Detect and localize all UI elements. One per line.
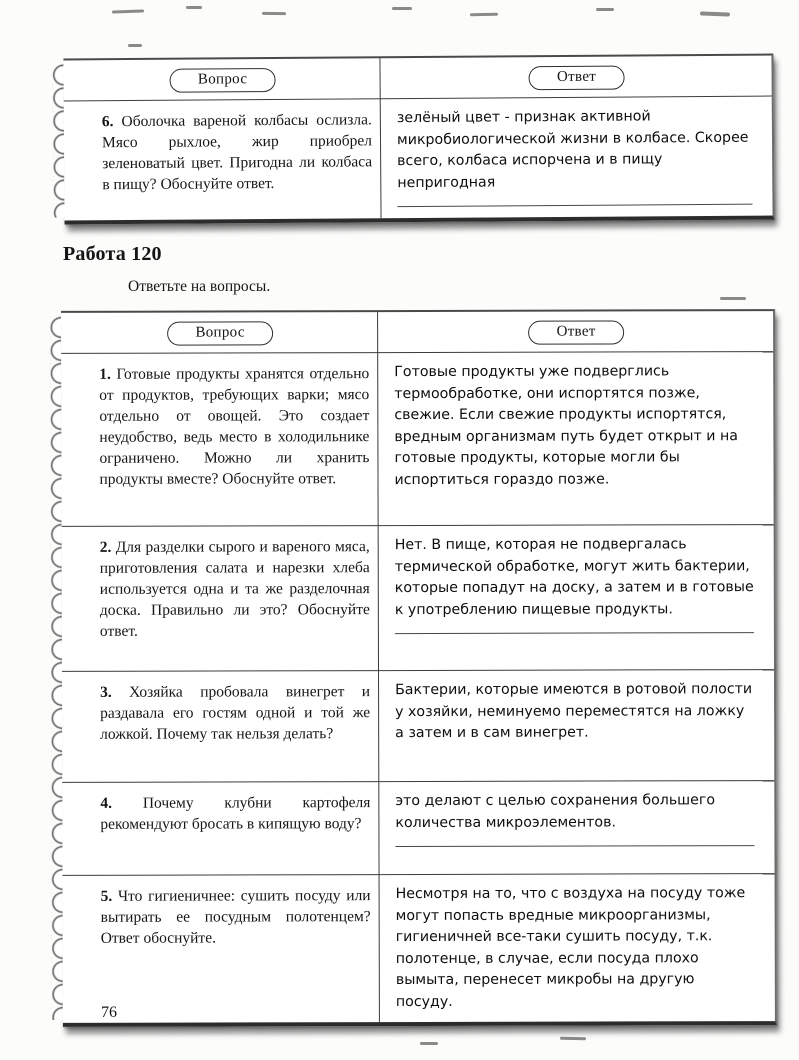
- scan-artifact: [560, 1037, 586, 1040]
- question-text: Что гигиеничнее: сушить посуду или вытирать ее посудным полотенцем? Ответ обоснуйте.: [100, 887, 371, 947]
- answer-cell: [379, 352, 773, 525]
- question-text: Почему клубни картофеля рекомендуют бросать в кипящую воду?: [100, 794, 371, 833]
- answer-text: Готовые продукты уже подверглись термообработке, они испортятся позже, свежие. Если свежие продукты испортятся, вредным организмам путь будет открыт и на готовые продукты, которые могли бы испортиться гораздо позже.: [394, 363, 738, 488]
- table-work-120: [61, 309, 777, 1027]
- ruled-line: [397, 204, 752, 207]
- table-row: [61, 352, 773, 526]
- table-row: [64, 97, 773, 221]
- question-number: 4.: [100, 794, 112, 812]
- answer-column-header: Ответ: [529, 320, 624, 344]
- section-instruction: Ответьте на вопросы.: [128, 278, 271, 295]
- table-header-row: [63, 56, 771, 102]
- question-column-header: Вопрос: [170, 68, 276, 93]
- answer-column-header: Ответ: [529, 66, 624, 91]
- scan-artifact: [470, 13, 498, 16]
- answer-cell: [380, 670, 774, 781]
- scan-artifact: [420, 1042, 438, 1045]
- question-text: Готовые продукты хранятся отдельно от продуктов, требующих варки; мясо отдельно от овощей. Это создает неудобство, ведь место в холодильнике ограничено. Можно ли хранить продукты вместе? Обоснуйте ответ.: [99, 365, 370, 489]
- answer-text: Бактерии, которые имеются в ротовой полости у хозяйки, неминуемо переместятся на ложку а затем и в сам винегрет.: [395, 681, 753, 742]
- answer-cell: [380, 781, 774, 874]
- table-header-row: [61, 311, 773, 354]
- scan-artifact: [392, 7, 412, 10]
- scan-artifact: [112, 9, 144, 13]
- scan-artifact: [186, 6, 202, 9]
- table-row: [63, 873, 775, 1023]
- answer-cell: [382, 97, 773, 219]
- answer-cell: [381, 874, 775, 1022]
- answer-text: Нет. В пище, которая не подвергалась термической обработке, могут жить бактерии, которые попадут на доску, а затем и в готовые к употреблению пищевые продукты.: [394, 536, 754, 618]
- question-cell: [62, 671, 380, 782]
- answer-text: Несмотря на то, что с воздуха на посуду тоже могут попасть вредные микроорганизмы, гигиеничней все-таки сушить посуду, т.к. полотенце, в случае, если посуда плохо вымыта, перенесет микробы на другую посуду.: [395, 885, 746, 1010]
- section-title: Работа 120: [63, 243, 162, 265]
- question-number: 1.: [99, 365, 111, 383]
- torn-edge-left: [50, 316, 63, 1020]
- scan-artifact: [700, 11, 730, 16]
- question-number: 5.: [100, 887, 113, 905]
- question-text: Оболочка вареной колбасы ослизла. Мясо рыхлое, жир приобрел зеленоватый цвет. Пригодна ли колбаса в пищу? Обоснуйте ответ.: [101, 111, 373, 194]
- question-cell: [64, 99, 383, 221]
- answer-cell: [380, 525, 774, 670]
- scan-artifact: [262, 12, 286, 15]
- question-cell: [62, 782, 380, 875]
- scan-artifact: [720, 297, 746, 300]
- table-row: [62, 780, 774, 875]
- scan-artifact: [596, 8, 614, 11]
- answer-text: зелёный цвет - признак активной микробиологической жизни в колбасе. Скорее всего, колбаса испорчена и в пищу непригодная: [396, 108, 749, 191]
- question-cell: [61, 353, 379, 526]
- question-number: 3.: [100, 683, 112, 701]
- question-number: 2.: [99, 538, 112, 556]
- question-text: Хозяйка пробовала винегрет и раздавала его гостям одной и той же ложкой. Почему так нельзя делать?: [100, 683, 371, 743]
- table-row: [62, 669, 774, 782]
- question-text: Для разделки сырого и вареного мяса, приготовления салата и нарезки хлеба используется одна и та же разделочная доска. Правильно ли это? Обоснуйте ответ.: [99, 538, 370, 641]
- answer-text: это делают с целью сохранения большего количества микроэлементов.: [395, 792, 716, 831]
- table-previous-work: [63, 54, 774, 225]
- question-number: 6.: [101, 113, 114, 131]
- question-column-header: Вопрос: [167, 321, 272, 345]
- question-cell: [62, 526, 380, 671]
- scan-artifact: [128, 44, 142, 47]
- ruled-line: [395, 845, 754, 847]
- question-cell: [63, 875, 381, 1023]
- table-row: [62, 524, 774, 671]
- torn-edge-left: [52, 63, 64, 217]
- page-number: 76: [101, 1004, 117, 1021]
- ruled-line: [395, 632, 754, 634]
